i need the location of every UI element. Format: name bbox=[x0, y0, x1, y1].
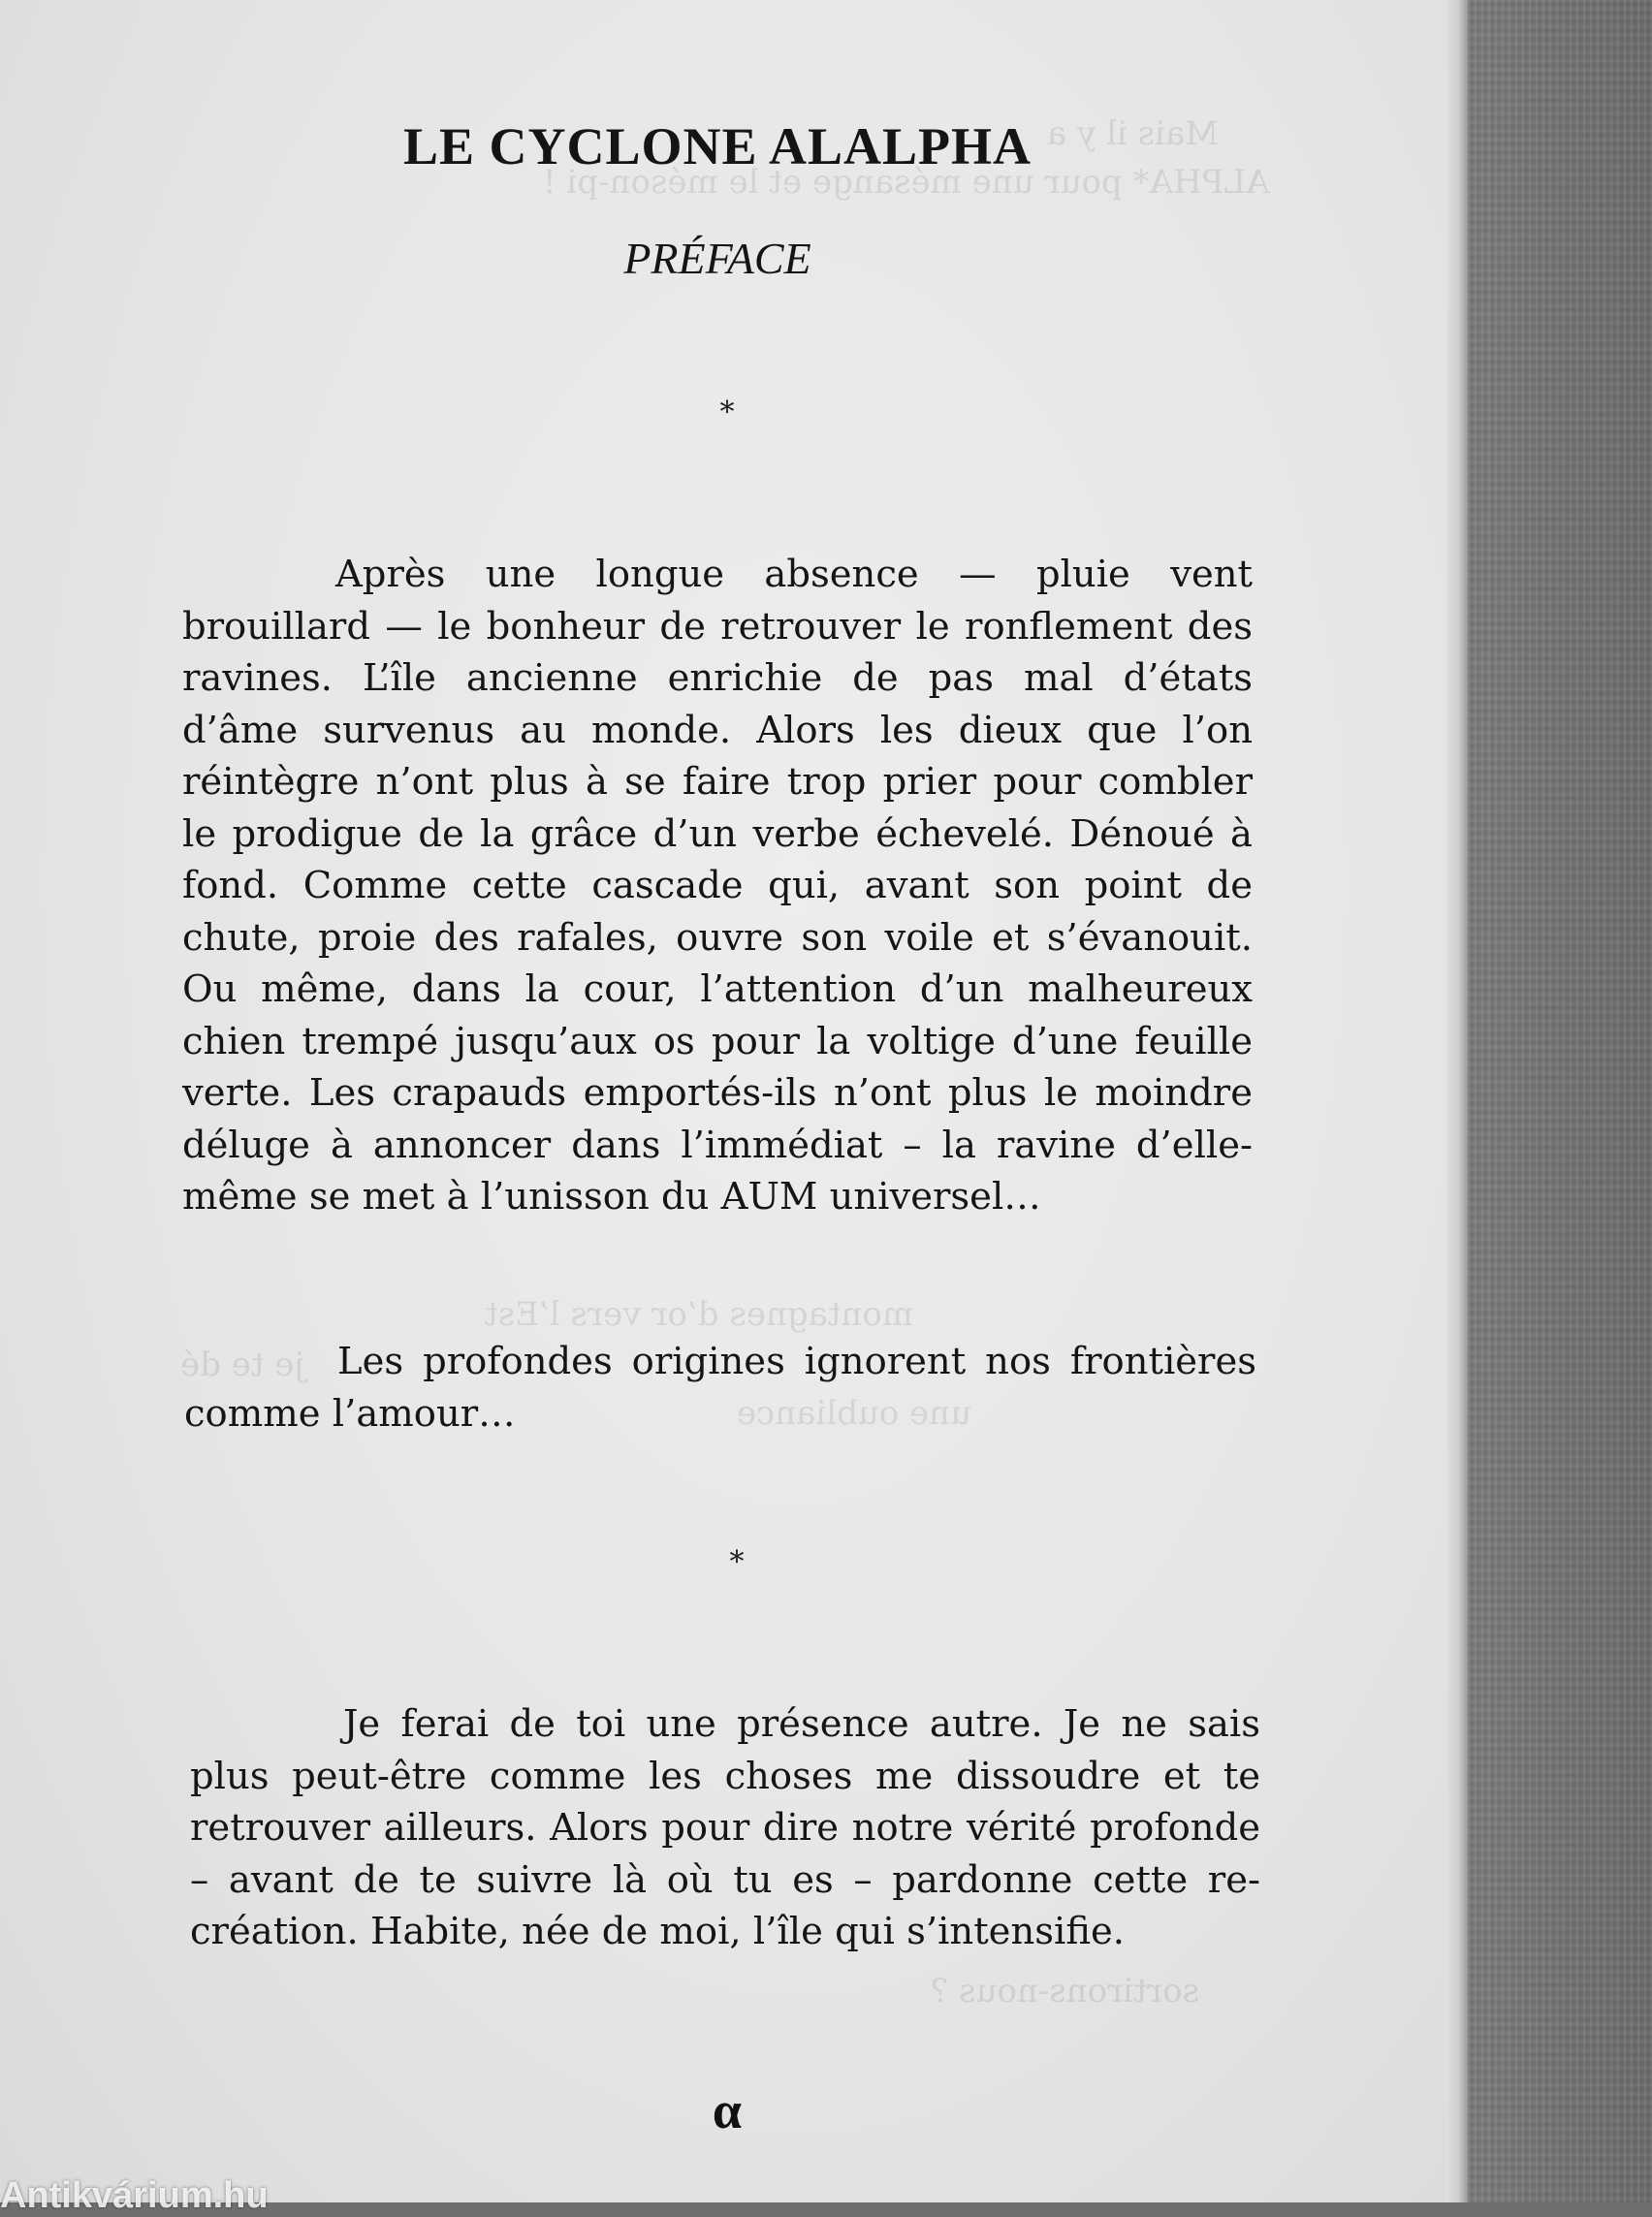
show-through-line-1: Mais il y a bbox=[1047, 114, 1220, 153]
paragraph-3: Je ferai de toi une présence autre. Je ne sais plus peut-être comme les choses me dissoudre et te retrouver ailleurs. Alors pour dire notre vérité profonde – avant de te suivre là où tu es – pardonne cette re-création. Habite, née de moi, l’île qui s’intensifie. bbox=[190, 1702, 1260, 1953]
show-through-line-6: sortirons-nous ? bbox=[931, 1972, 1200, 2011]
page-number: α bbox=[712, 2081, 743, 2139]
show-through-line-3: montagnes d’or vers l’Est bbox=[485, 1295, 914, 1334]
show-through-line-2: ALPHA* pour une mésange et le méson-pi ! bbox=[543, 163, 1270, 202]
separator-asterisk: * bbox=[729, 1545, 745, 1579]
section-title-preface: PRÉFACE bbox=[623, 234, 811, 283]
paragraph-1: Après une longue absence — pluie vent brouillard — le bonheur de retrouver le ronflement des ravines. L’île ancienne enrichie de pas mal d’états d’âme survenus au monde. Alors les dieux que l’on réintègre n’ont plus à se faire trop prier pour combler le prodigue de la grâce d’un verbe échevelé. Dénoué à fond. Comme cette cascade qui, avant son point de chute, proie des rafales, ouvre son voile et s’évanouit. Ou même, dans la cour, l’attention d’un malheureux chien trempé jusqu’aux os pour la voltige d’une feuille verte. Les crapauds emportés-ils n’ont plus le moindre déluge à annoncer dans l’immédiat – la ravine d’elle-même se met à l’unisson du AUM universel… bbox=[182, 553, 1253, 1219]
show-through-line-5: une oubliance bbox=[737, 1394, 971, 1433]
background-fabric bbox=[1454, 0, 1652, 2202]
book-title: LE CYCLONE ALALPHA bbox=[402, 117, 1032, 175]
paragraph-2: Les profondes origines ignorent nos frontières comme l’amour… bbox=[184, 1340, 1256, 1436]
separator-asterisk: * bbox=[719, 396, 735, 429]
show-through-line-4: je te dé bbox=[180, 1346, 304, 1384]
watermark: Antikvárium.hu bbox=[0, 2175, 269, 2216]
